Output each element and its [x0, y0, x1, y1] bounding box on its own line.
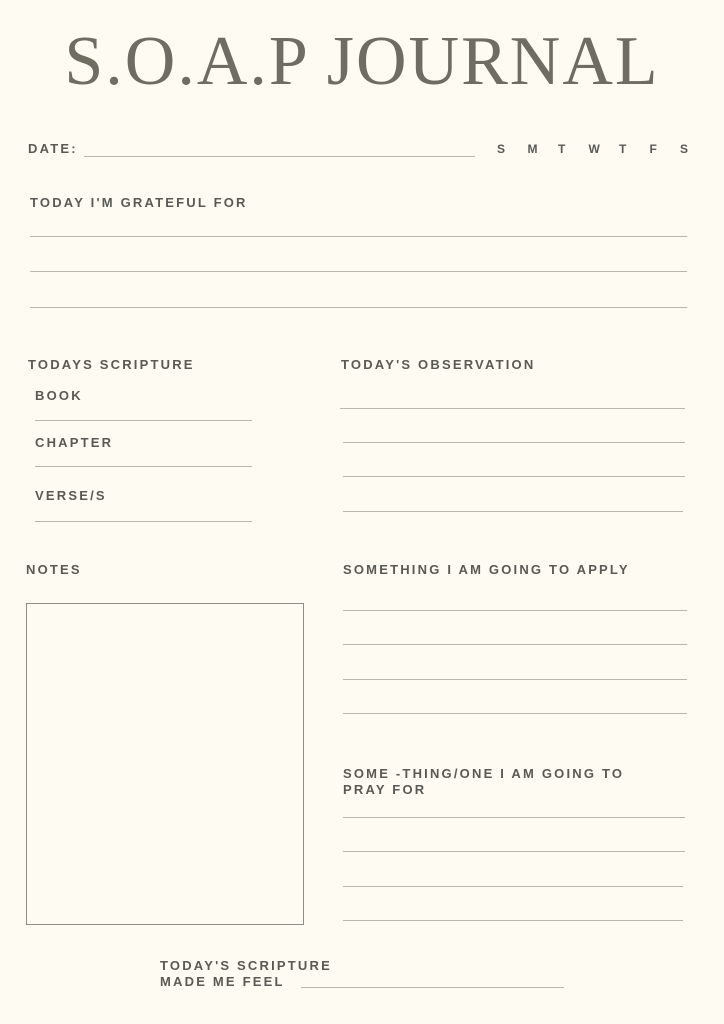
apply-heading: SOMETHING I AM GOING TO APPLY [343, 562, 630, 577]
observation-line[interactable] [343, 511, 683, 512]
chapter-field-line[interactable] [35, 466, 252, 467]
grateful-line[interactable] [30, 307, 687, 308]
observation-line[interactable] [343, 476, 685, 477]
date-field-line[interactable] [84, 156, 475, 157]
book-field-line[interactable] [35, 420, 252, 421]
weekday-tuesday[interactable]: T [558, 142, 567, 156]
feel-field-line[interactable] [301, 987, 564, 988]
weekday-wednesday[interactable]: W [588, 142, 601, 156]
apply-line[interactable] [343, 713, 687, 714]
grateful-line[interactable] [30, 236, 687, 237]
apply-line[interactable] [343, 644, 687, 645]
notes-heading: NOTES [26, 562, 82, 577]
pray-heading-line1: SOME -THING/ONE I AM GOING TO [343, 766, 625, 781]
date-label: DATE: [28, 141, 78, 156]
observation-line[interactable] [340, 408, 685, 409]
pray-line[interactable] [343, 817, 685, 818]
book-label: BOOK [35, 388, 83, 403]
weekday-selector [497, 142, 711, 156]
pray-line[interactable] [343, 920, 683, 921]
weekday-thursday[interactable]: T [619, 142, 628, 156]
grateful-line[interactable] [30, 271, 687, 272]
pray-line[interactable] [343, 851, 685, 852]
apply-line[interactable] [343, 679, 687, 680]
scripture-heading: TODAYS SCRIPTURE [28, 357, 195, 372]
chapter-label: CHAPTER [35, 435, 114, 450]
weekday-friday[interactable]: F [649, 142, 658, 156]
notes-box[interactable] [26, 603, 304, 925]
feel-heading-line2: MADE ME FEEL [160, 974, 285, 989]
weekday-saturday[interactable]: S [680, 142, 690, 156]
observation-line[interactable] [343, 442, 685, 443]
page-title: S.O.A.P JOURNAL [64, 23, 660, 100]
weekday-sunday[interactable]: S [497, 142, 507, 156]
verse-field-line[interactable] [35, 521, 252, 522]
weekday-monday[interactable]: M [527, 142, 539, 156]
verse-label: VERSE/S [35, 488, 107, 503]
grateful-heading: TODAY I'M GRATEFUL FOR [30, 195, 248, 210]
feel-heading-line1: TODAY'S SCRIPTURE [160, 958, 332, 973]
pray-line[interactable] [343, 886, 683, 887]
pray-heading-line2: PRAY FOR [343, 782, 427, 797]
observation-heading: TODAY'S OBSERVATION [341, 357, 536, 372]
apply-line[interactable] [343, 610, 687, 611]
